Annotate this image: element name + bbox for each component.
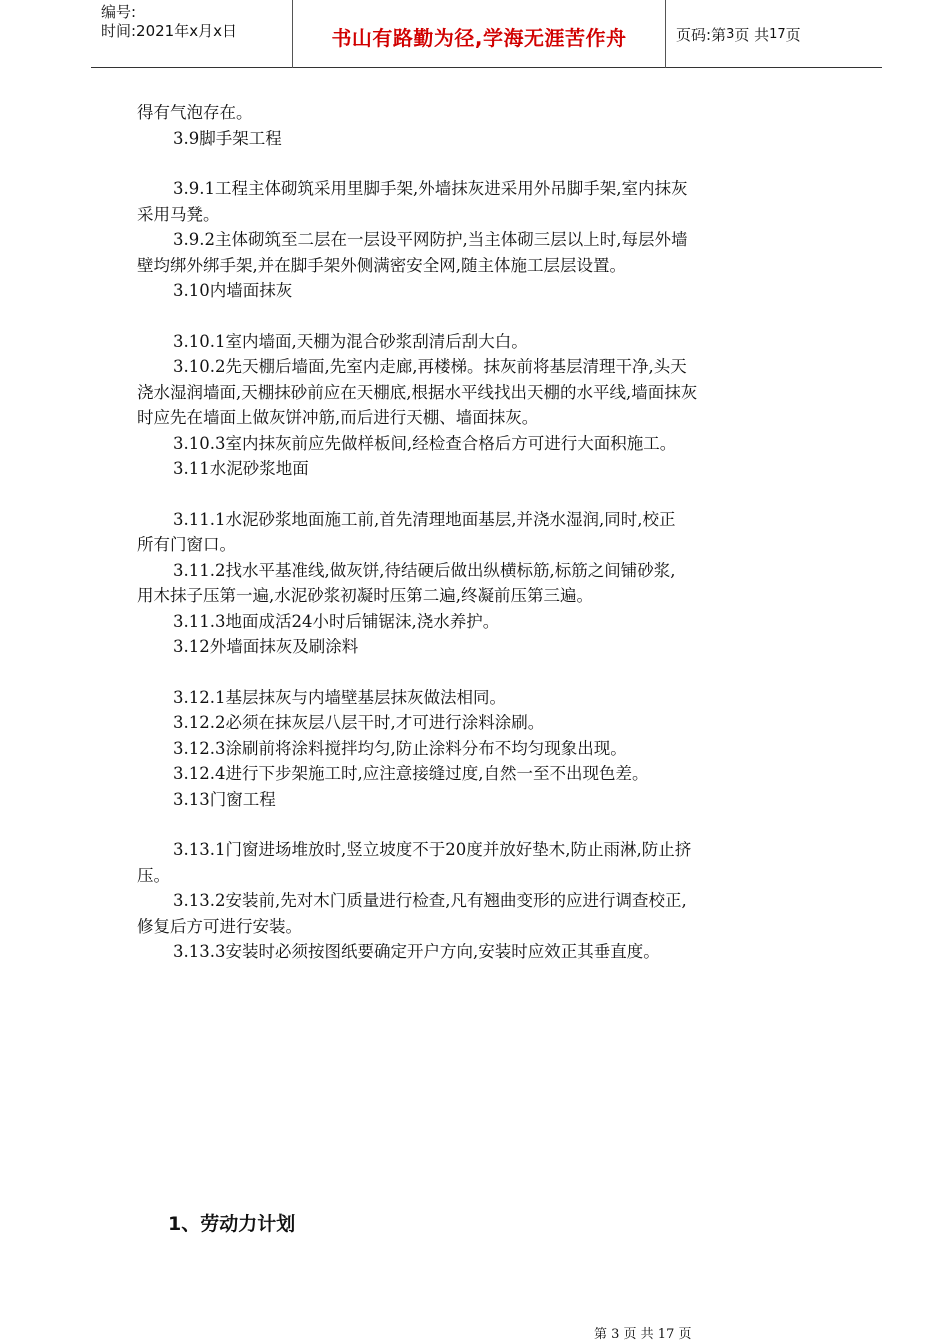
paragraph-line: 3.11.1水泥砂浆地面施工前,首先清理地面基层,并浇水湿润,同时,校正 [173, 509, 676, 529]
page-header [91, 0, 882, 68]
document-time-label: 时间:2021年x月x日 [101, 22, 237, 40]
paragraph-line: 3.10.2先天棚后墙面,先室内走廊,再楼梯。抹灰前将基层清理干净,头天 [173, 357, 687, 376]
paragraph-line: 3.10.3室内抹灰前应先做样板间,经检查合格后方可进行大面积施工。 [173, 433, 677, 453]
paragraph-line: 3.12.4进行下步架施工时,应注意接缝过度,自然一至不出现色差。 [173, 764, 649, 783]
paragraph-line: 3.12.1基层抹灰与内墙壁基层抹灰做法相同。 [173, 687, 506, 707]
header-page-cell [666, 0, 882, 68]
header-motto-cell [293, 0, 666, 68]
paragraph-line: 3.9.2主体砌筑至二层在一层设平网防护,当主体砌三层以上时,每层外墙 [173, 230, 688, 249]
header-meta-cell [91, 0, 293, 68]
paragraph-line: 3.11.3地面成活24小时后铺锯沫,浇水养护。 [173, 611, 500, 631]
section-heading-3-12: 3.12外墙面抹灰及刷涂料 [173, 637, 359, 656]
paragraph-line: 壁均绑外绑手架,并在脚手架外侧满密安全网,随主体施工层层设置。 [137, 255, 626, 275]
paragraph-line: 3.13.1门窗进场堆放时,竖立坡度不于20度并放好垫木,防止雨淋,防止挤 [173, 840, 692, 859]
paragraph-line: 3.13.3安装时必须按图纸要确定开户方向,安装时应效正其垂直度。 [173, 942, 660, 961]
paragraph-line: 浇水湿润墙面,天棚抹砂前应在天棚底,根据水平线找出天棚的水平线,墙面抹灰 [137, 382, 698, 402]
page-mid-label: 页 共 [734, 25, 770, 44]
header-motto: 书山有路勤为径,学海无涯苦作舟 [331, 25, 627, 50]
paragraph-line: 时应先在墙面上做灰饼冲筋,而后进行天棚、墙面抹灰。 [137, 408, 539, 427]
paragraph-line: 压。 [137, 865, 170, 885]
page-footer: 第 3 页 共 17 页 [594, 1327, 692, 1342]
section-heading-3-11: 3.11水泥砂浆地面 [173, 459, 309, 478]
section-heading-3-9: 3.9脚手架工程 [173, 128, 282, 148]
paragraph-line: 3.10.1室内墙面,天棚为混合砂浆刮清后刮大白。 [173, 331, 528, 351]
paragraph-line: 得有气泡存在。 [137, 103, 253, 122]
paragraph-line: 3.12.2必须在抹灰层八层干时,才可进行涂料涂刷。 [173, 713, 545, 732]
section-title-labor-plan: 1、劳动力计划 [168, 1213, 296, 1235]
page-number: 3 [726, 26, 735, 42]
paragraph-line: 3.9.1工程主体砌筑采用里脚手架,外墙抹灰进采用外吊脚手架,室内抹灰 [173, 179, 688, 198]
paragraph-line: 3.12.3涂刷前将涂料搅拌均匀,防止涂料分布不均匀现象出现。 [173, 738, 627, 758]
section-heading-3-10: 3.10内墙面抹灰 [173, 281, 293, 300]
document-number-label: 编号: [101, 3, 137, 21]
page-total: 17 [769, 26, 786, 42]
page-end-label: 页 [785, 25, 801, 44]
paragraph-line: 用木抹子压第一遍,水泥砂浆初凝时压第二遍,终凝前压第三遍。 [137, 586, 593, 605]
paragraph-line: 3.13.2安装前,先对木门质量进行检查,凡有翘曲变形的应进行调查校正, [173, 891, 687, 910]
section-heading-3-13: 3.13门窗工程 [173, 789, 276, 809]
paragraph-line: 修复后方可进行安装。 [137, 916, 302, 936]
paragraph-line: 所有门窗口。 [137, 535, 236, 554]
page-label: 页码:第 [676, 25, 727, 44]
paragraph-line: 3.11.2找水平基准线,做灰饼,待结硬后做出纵横标筋,标筋之间铺砂浆, [173, 560, 676, 580]
paragraph-line: 采用马凳。 [137, 204, 220, 224]
document-body [137, 100, 837, 965]
